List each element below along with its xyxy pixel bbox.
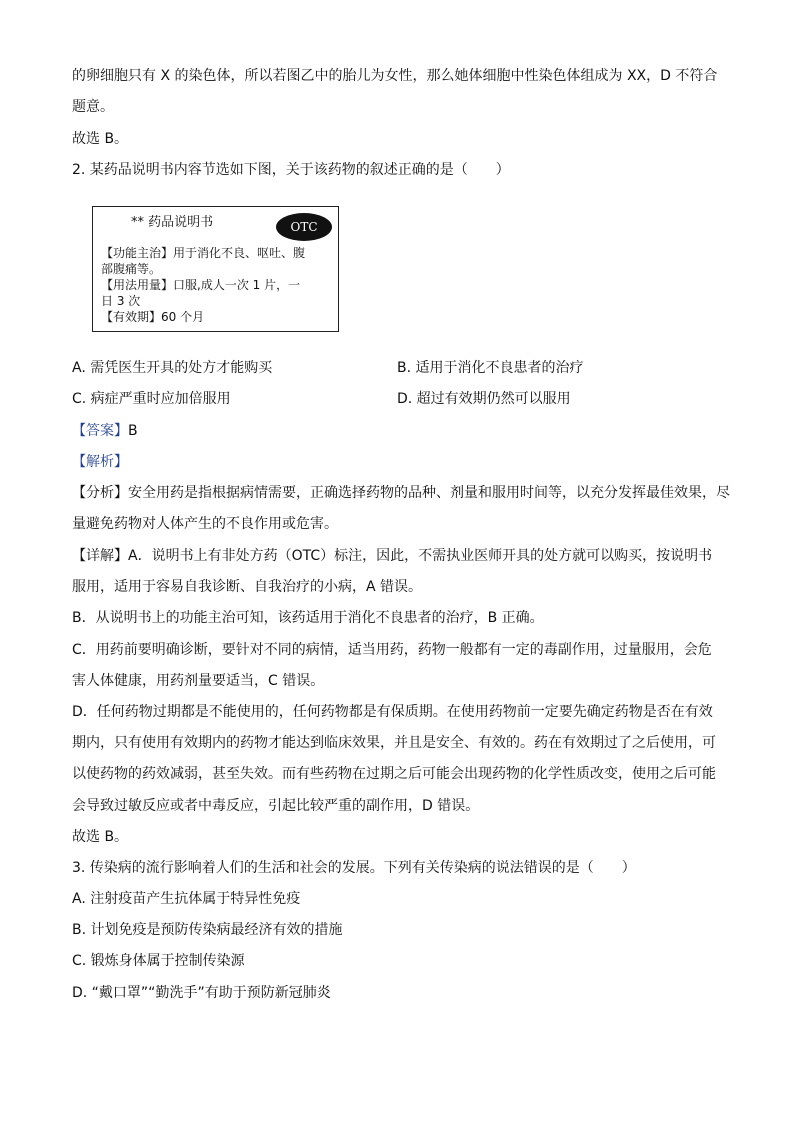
drug-label-line-4: 日 3 次 (101, 294, 141, 308)
drug-label-box (92, 206, 339, 332)
intro-line-2: 题意。 (72, 99, 114, 115)
fenxi-line-2: 量避免药物对人体产生的不良作用或危害。 (72, 516, 338, 532)
intro-conclusion: 故选 B。 (72, 131, 129, 147)
fenxi-line-1 (72, 483, 730, 503)
xiangjie-line-a1 (72, 546, 712, 566)
intro-line-1: 的卵细胞只有 X 的染色体，所以若图乙中的胎儿为女性，那么她体细胞中性染色体组成为 XX，D 不符合 (72, 68, 718, 84)
q3-option-a: A. 注射疫苗产生抗体属于特异性免疫 (72, 891, 301, 907)
otc-badge: OTC (276, 213, 332, 241)
drug-label-line-1: 【功能主治】用于消化不良、呕吐、腹 (101, 246, 306, 260)
q2-conclusion: 故选 B。 (72, 829, 129, 845)
xiangjie-a-text-1: A．说明书上有非处方药（OTC）标注，因此，不需执业医师开具的处方就可以购买，按说明书 (128, 548, 713, 564)
answer-tag: 【答案】 (72, 423, 128, 439)
q2-option-c: C. 病症严重时应加倍服用 (72, 391, 231, 407)
xiangjie-line-c2: 害人体健康，用药剂量要适当，C 错误。 (72, 673, 325, 689)
xiangjie-line-b: B．从说明书上的功能主治可知，该药适用于消化不良患者的治疗，B 正确。 (72, 610, 544, 626)
drug-label-line-5: 【有效期】60 个月 (101, 310, 205, 324)
question-2-stem: 2. 某药品说明书内容节选如下图，关于该药物的叙述正确的是（ ） (72, 162, 510, 178)
fenxi-tag: 【分析】 (72, 485, 128, 501)
q2-option-d: D. 超过有效期仍然可以服用 (397, 391, 571, 407)
analysis-tag: 【解析】 (72, 454, 128, 470)
xiangjie-line-d4: 会导致过敏反应或者中毒反应，引起比较严重的副作用，D 错误。 (72, 798, 480, 814)
q2-option-b: B. 适用于消化不良患者的治疗 (397, 360, 584, 376)
xiangjie-line-c1: C．用药前要明确诊断，要针对不同的病情，适当用药，药物一般都有一定的毒副作用，过量服用，会危 (72, 642, 712, 658)
question-3-stem: 3. 传染病的流行影响着人们的生活和社会的发展。下列有关传染病的说法错误的是（ ） (72, 860, 636, 876)
q3-option-c: C. 锻炼身体属于控制传染源 (72, 953, 245, 969)
xiangjie-tag: 【详解】 (72, 548, 128, 564)
fenxi-text-1: 安全用药是指根据病情需要，正确选择药物的品种、剂量和服用时间等，以充分发挥最佳效果，尽 (128, 485, 730, 501)
drug-label-line-3: 【用法用量】口服,成人一次 1 片，一 (101, 278, 301, 292)
xiangjie-line-a2: 服用，适用于容易自我诊断、自我治疗的小病，A 错误。 (72, 579, 423, 595)
xiangjie-line-d3: 以使药物的药效减弱，甚至失效。而有些药物在过期之后可能会出现药物的化学性质改变，使用之后可能 (72, 766, 716, 782)
answer-line (72, 421, 138, 441)
drug-label-title: ** 药品说明书 (131, 215, 214, 230)
xiangjie-line-d2: 期内，只有使用有效期内的药物才能达到临床效果，并且是安全、有效的。药在有效期过了之后使用，可 (72, 735, 716, 751)
q3-option-b: B. 计划免疫是预防传染病最经济有效的措施 (72, 922, 343, 938)
q3-option-d: D. “戴口罩”“勤洗手”有助于预防新冠肺炎 (72, 985, 331, 1001)
xiangjie-line-d1: D．任何药物过期都是不能使用的，任何药物都是有保质期。在使用药物前一定要先确定药物是否在有效 (72, 704, 713, 720)
answer-value: B (128, 423, 138, 439)
drug-label-line-2: 部腹痛等。 (101, 262, 162, 276)
q2-option-a: A. 需凭医生开具的处方才能购买 (72, 360, 273, 376)
